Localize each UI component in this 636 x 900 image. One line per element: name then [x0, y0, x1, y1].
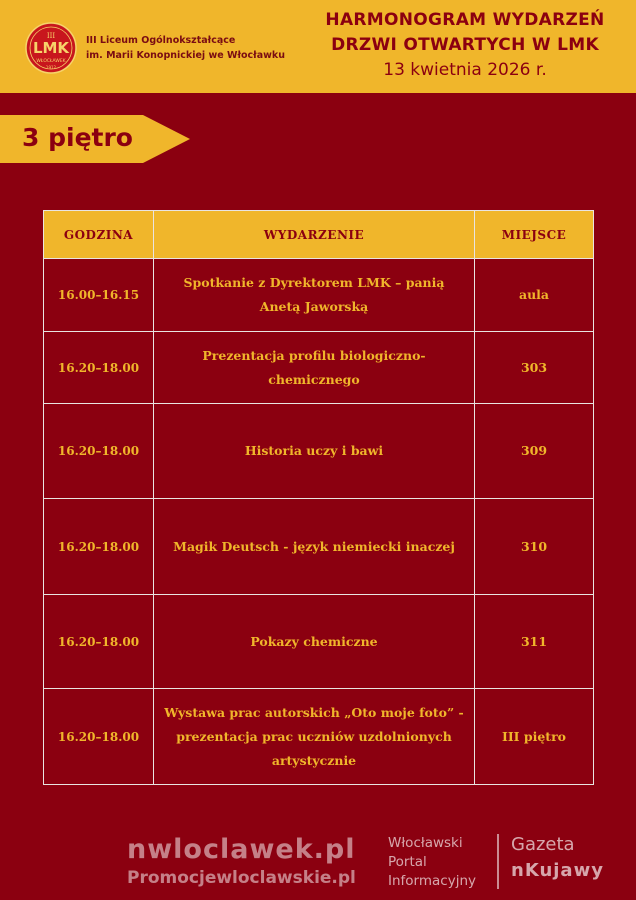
row-time: 16.20–18.00 [44, 332, 154, 404]
watermark [127, 832, 630, 894]
row-event: Spotkanie z Dyrektorem LMK – panią Anetą Jaworską [154, 259, 475, 332]
row-place: aula [475, 259, 594, 332]
watermark-sites [127, 834, 356, 890]
row-time: 16.00–16.15 [44, 259, 154, 332]
watermark-portal [388, 834, 476, 891]
row-time: 16.20–18.00 [44, 595, 154, 689]
header-place: MIEJSCE [475, 211, 594, 259]
watermark-site2: Promocjewloclawskie.pl [127, 868, 356, 888]
watermark-divider [497, 834, 499, 889]
portal-line1: Włocławski [388, 835, 463, 851]
table-row [44, 332, 594, 404]
schedule-table [43, 210, 594, 785]
title-line1: HARMONOGRAM WYDARZEŃ [325, 10, 605, 30]
header-event: WYDARZENIE [154, 211, 475, 259]
watermark-gazeta [511, 832, 604, 884]
watermark-site1: nwloclawek.pl [127, 834, 356, 865]
row-event: Wystawa prac autorskich „Oto moje foto” - prezentacja prac uczniów uzdolnionych artystycznie [154, 689, 475, 785]
event-title [300, 8, 630, 83]
event-date: 13 kwietnia 2026 r. [383, 60, 547, 80]
gazeta-line1: Gazeta [511, 834, 575, 855]
row-event: Pokazy chemiczne [154, 595, 475, 689]
header-banner [0, 0, 636, 93]
title-line2: DRZWI OTWARTYCH W LMK [331, 35, 599, 55]
row-time: 16.20–18.00 [44, 404, 154, 499]
row-event: Historia uczy i bawi [154, 404, 475, 499]
row-place: 303 [475, 332, 594, 404]
portal-line2: Portal [388, 854, 427, 870]
logo-top-text: III [46, 32, 56, 40]
row-place: 309 [475, 404, 594, 499]
floor-label: 3 piętro [22, 123, 133, 152]
table-row [44, 595, 594, 689]
row-place: 310 [475, 499, 594, 595]
row-time: 16.20–18.00 [44, 499, 154, 595]
floor-label-tag [0, 115, 190, 163]
school-name [86, 33, 285, 63]
row-event: Magik Deutsch - język niemiecki inaczej [154, 499, 475, 595]
table-row [44, 259, 594, 332]
row-place: 311 [475, 595, 594, 689]
row-event: Prezentacja profilu biologiczno-chemicznego [154, 332, 475, 404]
logo-year: 1912 [45, 65, 57, 70]
row-place: III piętro [475, 689, 594, 785]
row-time: 16.20–18.00 [44, 689, 154, 785]
portal-line3: Informacyjny [388, 873, 476, 889]
logo-main-text: LMK [32, 39, 70, 57]
header-time: GODZINA [44, 211, 154, 259]
gazeta-line2: nKujawy [511, 860, 604, 881]
table-row [44, 404, 594, 499]
table-row [44, 499, 594, 595]
school-logo [25, 22, 77, 74]
school-name-line1: III Liceum Ogólnokształcące [86, 35, 236, 46]
table-row [44, 689, 594, 785]
school-name-line2: im. Marii Konopnickiej we Włocławku [86, 50, 285, 61]
table-header-row [44, 211, 594, 259]
logo-bottom-text: WŁOCŁAWEK [36, 59, 66, 64]
